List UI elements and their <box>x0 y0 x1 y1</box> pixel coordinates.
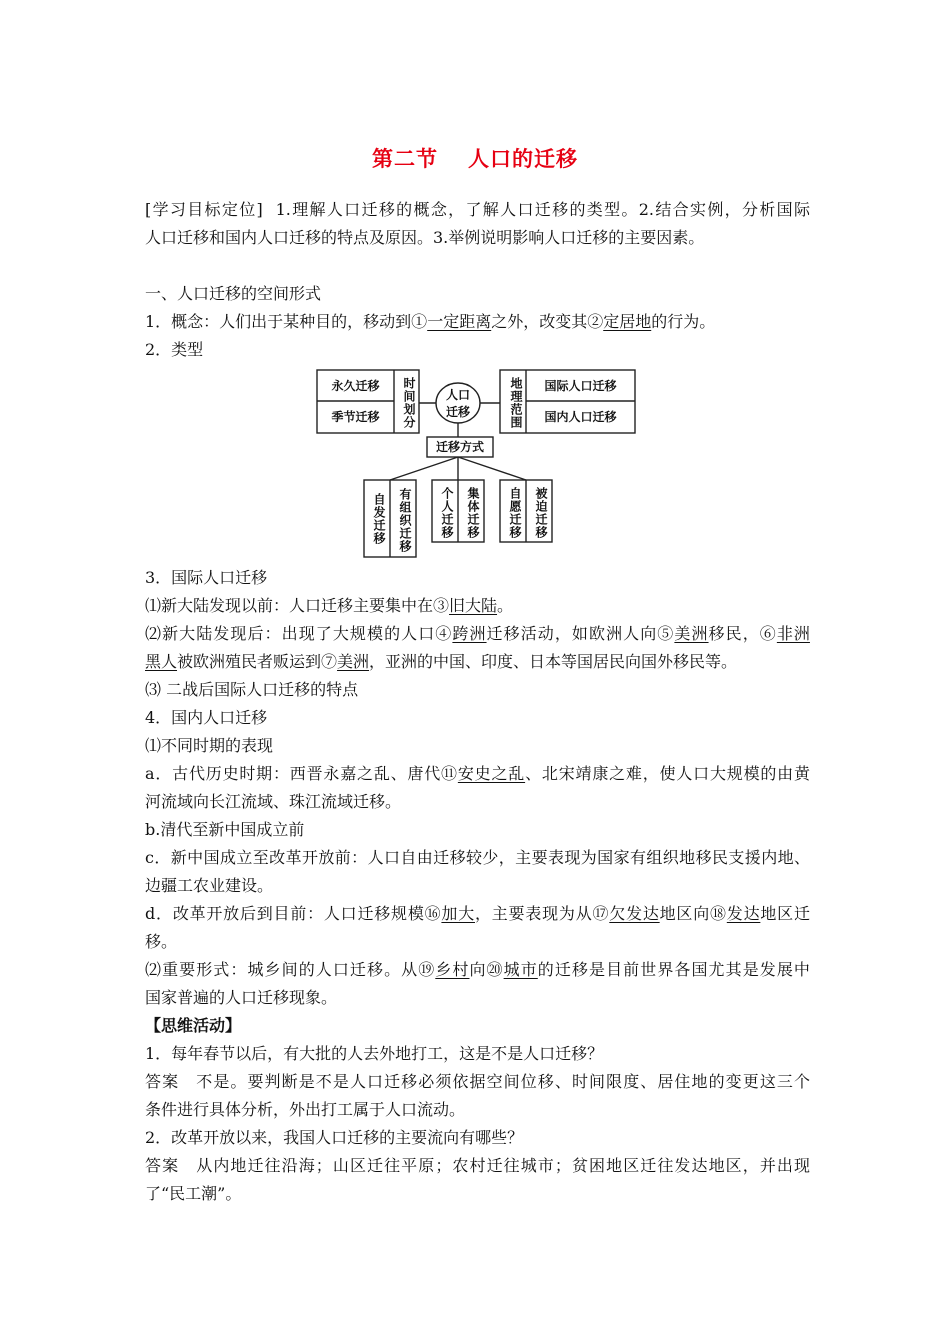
domestic-c-line1: c．新中国成立至改革开放前：人口自由迁移较少，主要表现为国家有组织地移民支援内地、 <box>145 848 810 867</box>
domestic-a-line2: 河流域向长江流域、珠江流域迁移。 <box>145 792 402 811</box>
box-permanent-migration: 永久迁移 <box>331 379 380 393</box>
types-heading: 2．类型 <box>145 340 204 359</box>
objectives-text-1: 1.理解人口迁移的概念，了解人口迁移的类型。2.结合实例，分析国际 <box>275 200 810 219</box>
domestic-d-c: 地区向⑱ <box>659 904 727 923</box>
concept-text-c: 的行为。 <box>651 312 716 331</box>
title-topic: 人口的迁移 <box>468 147 578 171</box>
objectives-label: [学习目标定位] <box>145 200 263 219</box>
domestic-d-line1 <box>145 900 810 928</box>
answer-5: 美洲 <box>674 624 709 643</box>
section-international <box>145 564 810 704</box>
box-forced: 被迫迁移 <box>534 486 548 539</box>
answer-20: 城市 <box>503 960 538 979</box>
learning-objectives <box>145 196 810 252</box>
intl-p1-text: ⑴新大陆发现以前：人口迁移主要集中在③ <box>145 596 450 615</box>
axis-geographic-scope: 地理范围 <box>509 377 523 429</box>
box-international-migration: 国际人口迁移 <box>544 379 617 393</box>
domestic-sub2-line2: 国家普遍的人口迁移现象。 <box>145 988 338 1007</box>
concept-text-b: 之外，改变其② <box>491 312 604 331</box>
answer-18: 发达 <box>726 904 761 923</box>
intl-p2-text-e: ，亚洲的中国、印度、日本等国居民向国外移民等。 <box>369 652 738 671</box>
page-title <box>0 143 950 173</box>
box-organized: 有组织迁移 <box>398 487 412 553</box>
title-section-number: 第二节 <box>372 147 438 171</box>
domestic-d-line2: 移。 <box>145 932 178 951</box>
concept-line <box>145 308 810 336</box>
question-1: 1．每年春节以后，有大批的人去外地打工，这是不是人口迁移？ <box>145 1044 604 1063</box>
domestic-sub2-c: 的迁移是目前世界各国尤其是发展中 <box>537 960 810 979</box>
domestic-a-post: 、北宋靖康之难，使人口大规模的由黄 <box>525 764 810 783</box>
domestic-sub2-a: ⑵重要形式：城乡间的人口迁移。从⑲ <box>145 960 436 979</box>
intl-p1-end: 。 <box>497 596 514 615</box>
intl-p1 <box>145 592 810 620</box>
intl-p2-text-d: 被欧洲殖民者贩运到⑦ <box>177 652 338 671</box>
objectives-line-1 <box>145 196 810 224</box>
thinking-activity <box>145 1012 810 1208</box>
domestic-a-line1 <box>145 760 810 788</box>
answer-6a: 非洲 <box>776 624 810 643</box>
domestic-d-d: 地区迁 <box>760 904 810 923</box>
section-4-heading: 4．国内人口迁移 <box>145 708 268 727</box>
domestic-sub2-b: 向⑳ <box>469 960 504 979</box>
box-seasonal-migration: 季节迁移 <box>331 410 380 424</box>
concept-text-a: 1．概念：人们出于某种目的，移动到① <box>145 312 428 331</box>
domestic-d-b: ，主要表现为从⑰ <box>474 904 610 923</box>
thinking-heading: 【思维活动】 <box>145 1016 242 1035</box>
answer-11: 安史之乱 <box>457 764 526 783</box>
intl-p2-line2 <box>145 648 810 676</box>
answer-1-line2: 条件进行具体分析，外出打工属于人口流动。 <box>145 1100 466 1119</box>
answer-2: 定居地 <box>603 312 652 331</box>
answer-19: 乡村 <box>435 960 470 979</box>
domestic-d-a: d．改革开放后到目前：人口迁移规模⑯ <box>145 904 442 923</box>
domestic-sub1: ⑴不同时期的表现 <box>145 736 274 755</box>
intl-p2-text-b: 迁移活动，如欧洲人向⑤ <box>486 624 675 643</box>
box-spontaneous: 自发迁移 <box>372 493 386 545</box>
section-spatial-form <box>145 280 810 364</box>
answer-16: 加大 <box>441 904 475 923</box>
domestic-c-line2: 边疆工农业建设。 <box>145 876 274 895</box>
answer-2-line1: 答案 从内地迁往沿海；山区迁往平原；农村迁往城市；贫困地区迁往发达地区，并出现 <box>145 1156 810 1175</box>
answer-1-line1: 答案 不是。要判断是不是人口迁移必须依据空间位移、时间限度、居住地的变更这三个 <box>145 1072 810 1091</box>
question-2: 2．改革开放以来，我国人口迁移的主要流向有哪些？ <box>145 1128 524 1147</box>
box-voluntary: 自愿迁移 <box>508 486 522 539</box>
section-1-heading: 一、人口迁移的空间形式 <box>145 284 322 303</box>
box-migration-method: 迁移方式 <box>435 440 484 454</box>
center-label-1: 人口 <box>445 388 470 402</box>
box-domestic-migration: 国内人口迁移 <box>544 410 617 424</box>
center-label-2: 迁移 <box>445 405 470 419</box>
intl-p2-text-a: ⑵新大陆发现后：出现了大规模的人口④ <box>145 624 453 643</box>
box-individual: 个人迁移 <box>440 486 454 539</box>
domestic-sub2-line1 <box>145 956 810 984</box>
domestic-b: b.清代至新中国成立前 <box>145 820 305 839</box>
intl-p3: ⑶ 二战后国际人口迁移的特点 <box>145 680 359 699</box>
objectives-line-2: 人口迁移和国内人口迁移的特点及原因。3.举例说明影响人口迁移的主要因素。 <box>145 228 705 247</box>
intl-p2-text-c: 移民，⑥ <box>708 624 777 643</box>
section-3-heading: 3．国际人口迁移 <box>145 568 268 587</box>
answer-1: 一定距离 <box>427 312 492 331</box>
answer-3: 旧大陆 <box>449 596 498 615</box>
answer-4: 跨洲 <box>452 624 487 643</box>
migration-types-diagram <box>316 367 636 559</box>
box-collective: 集体迁移 <box>466 486 480 539</box>
answer-7: 美洲 <box>337 652 370 671</box>
answer-6b: 黑人 <box>145 652 178 671</box>
answer-2-line2: 了“民工潮”。 <box>145 1184 242 1203</box>
section-domestic <box>145 704 810 1012</box>
axis-time-division: 时间划分 <box>402 377 416 429</box>
intl-p2-line1 <box>145 620 810 648</box>
answer-17: 欠发达 <box>609 904 660 923</box>
domestic-a-pre: a．古代历史时期：西晋永嘉之乱、唐代⑪ <box>145 764 458 783</box>
